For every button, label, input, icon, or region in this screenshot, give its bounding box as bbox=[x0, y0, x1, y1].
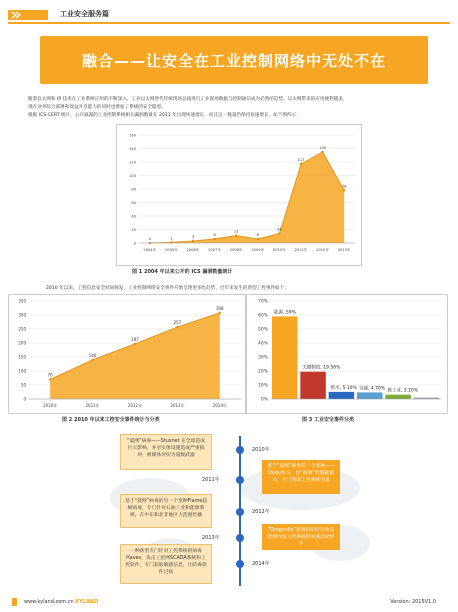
y-tick-label: 0 bbox=[133, 241, 136, 246]
page-footer bbox=[0, 594, 458, 612]
y-tick-label: 40 bbox=[131, 214, 136, 219]
bar-label: 交通, 4.70% bbox=[359, 386, 386, 392]
x-tick-label: 2004年 bbox=[143, 248, 157, 252]
data-label: 197 bbox=[131, 336, 139, 342]
timeline-year: 2014年 bbox=[252, 561, 270, 567]
x-tick-label: 2011年 bbox=[294, 248, 308, 252]
data-point bbox=[278, 232, 280, 234]
timeline-dot bbox=[236, 446, 244, 454]
ics-vulnerability-chart-svg bbox=[117, 125, 361, 265]
timeline-dot bbox=[236, 534, 244, 542]
y-tick-label: 140 bbox=[129, 147, 136, 151]
y-tick-label: 70% bbox=[257, 299, 268, 305]
data-point bbox=[257, 238, 259, 240]
y-tick-label: 100 bbox=[129, 174, 136, 178]
data-label: 0 bbox=[148, 237, 151, 241]
intro-paragraph: 随着以太网和 IP 技术在工业系统应用的不断深入，工业以太网替代传统现场总线进行工业现场数据与控制通信成为必然的趋势。以太网带来的应用便利越多， bbox=[28, 97, 348, 102]
footer-url[interactable] bbox=[24, 599, 98, 605]
timeline-event-2011: 基于“震网”病毒的一个变种——Duqu木马，比“震网”更隐蔽强大，专门窃取工业系统信息 bbox=[262, 460, 340, 494]
section-title: 工业安全服务篇 bbox=[60, 10, 109, 18]
ics-vulnerability-chart bbox=[116, 124, 362, 266]
data-label: 135 bbox=[319, 145, 327, 150]
data-point bbox=[134, 343, 136, 345]
y-tick-label: 350 bbox=[18, 298, 26, 304]
incident-trend-chart bbox=[8, 294, 246, 414]
bar bbox=[385, 395, 411, 399]
data-label: 308 bbox=[215, 305, 224, 311]
data-point bbox=[213, 238, 215, 240]
x-tick-label: 2011年 bbox=[85, 403, 100, 408]
timeline-event-2012: 基于“震网”病毒的另一个变种Flame超级病毒，专门针对石油工业和能源系统，在中东和北非地区大范围传播 bbox=[120, 494, 212, 528]
intro-text bbox=[28, 96, 436, 120]
y-tick-label: 250 bbox=[18, 326, 26, 332]
y-tick-label: 10% bbox=[257, 383, 268, 389]
data-label: 14 bbox=[277, 227, 282, 232]
bar bbox=[272, 316, 298, 399]
footer-url-text: www.kyland.com.cn bbox=[24, 599, 74, 605]
bar bbox=[357, 392, 383, 399]
page-title: 融合——让安全在工业控制网络中无处不在 bbox=[40, 36, 428, 84]
bar-label: 能源, 59% bbox=[274, 310, 296, 316]
timeline-year: 2011年 bbox=[202, 477, 220, 483]
chart2-caption: 图 2 2010 年以来工控安全事件统计与分类 bbox=[62, 417, 160, 423]
y-tick-label: 300 bbox=[18, 312, 26, 318]
brand-logo: KYLAND bbox=[75, 599, 99, 605]
middle-text: 2010 年以来，工控信息安全时间频发，工业控制网络安全事件开始呈现更多化趋势，近年来发生的典型工控事件如下： bbox=[46, 286, 289, 291]
version-label: Version: 2015V1.0 bbox=[390, 599, 436, 605]
timeline-year: 2013年 bbox=[202, 535, 220, 541]
bar-label: 供水, 5.10% bbox=[330, 385, 357, 391]
world-map-background bbox=[0, 428, 458, 590]
data-point bbox=[343, 189, 345, 191]
timeline-dot bbox=[236, 476, 244, 484]
data-label: 117 bbox=[297, 158, 305, 163]
timeline-event-2013: “Dragonfly”黑客组织针对欧美能源行业工控系统的间谍活动事件 bbox=[262, 524, 340, 550]
data-point bbox=[91, 359, 93, 361]
data-label: 257 bbox=[173, 320, 182, 326]
y-tick-label: 160 bbox=[129, 133, 136, 138]
y-tick-label: 40% bbox=[257, 341, 268, 347]
timeline-dot bbox=[236, 560, 244, 568]
timeline-year: 2012年 bbox=[252, 509, 270, 515]
chart3-caption: 图 3 工业安全事件分类 bbox=[302, 417, 354, 423]
timeline-event-2010: “震网”病毒——Stuxnet 在全球造成巨大影响，并对实体设施造成严重损坏，被媒体评价为超级武器 bbox=[120, 434, 212, 470]
data-label: 78 bbox=[341, 184, 347, 189]
y-tick-label: 0% bbox=[260, 397, 268, 403]
bar-label: 关键制造, 19.50% bbox=[302, 365, 341, 371]
x-tick-label: 2006年 bbox=[186, 248, 200, 252]
incident-category-chart bbox=[246, 294, 448, 414]
y-tick-label: 100 bbox=[18, 368, 26, 374]
data-label: 11 bbox=[233, 229, 239, 234]
bar-label: 核工业, 3.10% bbox=[387, 388, 418, 394]
chevron-right-icon bbox=[11, 11, 21, 19]
intro-paragraph: 根据 ICS-CERT 统计，公开披露的工业控制系统相关漏洞数量在 2011 年出现快速增长，而且这一数量仍保持快速增长，如下图所示： bbox=[28, 113, 301, 118]
x-tick-label: 2013年 bbox=[170, 403, 185, 408]
y-tick-label: 50 bbox=[20, 382, 26, 388]
y-tick-label: 60 bbox=[131, 201, 136, 205]
bar bbox=[329, 392, 355, 399]
y-tick-label: 20% bbox=[257, 369, 268, 375]
data-label: 6 bbox=[213, 232, 216, 237]
x-tick-label: 2009年 bbox=[251, 248, 265, 252]
data-label: 140 bbox=[88, 352, 97, 358]
data-label: 6 bbox=[256, 232, 259, 237]
x-tick-label: 2014年 bbox=[212, 403, 227, 408]
y-tick-label: 30% bbox=[257, 355, 268, 361]
x-tick-label: 2010年 bbox=[43, 403, 58, 408]
data-label: 70 bbox=[47, 372, 53, 378]
y-tick-label: 50% bbox=[257, 327, 268, 333]
section-header bbox=[8, 8, 450, 24]
series-area bbox=[47, 313, 220, 399]
timeline-dot bbox=[236, 508, 244, 516]
section-marker bbox=[8, 10, 48, 20]
timeline-year: 2010年 bbox=[252, 447, 270, 453]
data-point bbox=[176, 326, 178, 328]
x-tick-label: 2005年 bbox=[165, 248, 178, 252]
data-label: 3 bbox=[191, 234, 195, 239]
y-tick-label: 0 bbox=[23, 396, 26, 402]
y-tick-label: 120 bbox=[129, 160, 136, 165]
x-tick-label: 2007年 bbox=[208, 248, 221, 252]
x-tick-label: 2013年 bbox=[337, 248, 351, 252]
intro-paragraph: 现在业务综合部署和效益共享能力的同时也增加了系统的安全隐患。 bbox=[28, 105, 166, 110]
data-point bbox=[192, 240, 194, 242]
data-point bbox=[235, 234, 237, 236]
data-point bbox=[300, 163, 302, 165]
x-tick-label: 2008年 bbox=[229, 248, 243, 252]
y-tick-label: 20 bbox=[131, 228, 136, 232]
y-tick-label: 200 bbox=[18, 340, 26, 346]
bar bbox=[300, 372, 325, 399]
y-tick-label: 80 bbox=[131, 187, 136, 192]
y-tick-label: 60% bbox=[257, 313, 268, 319]
x-tick-label: 2012年 bbox=[316, 248, 329, 252]
footer-marker bbox=[12, 598, 17, 606]
chart1-caption: 图 1 2004 年以来公开的 ICS 漏洞数量统计 bbox=[132, 269, 233, 275]
y-tick-label: 150 bbox=[18, 354, 26, 360]
data-label: 1 bbox=[170, 236, 173, 241]
incident-timeline bbox=[0, 428, 458, 590]
data-point bbox=[219, 312, 221, 314]
data-point bbox=[321, 151, 323, 153]
x-tick-label: 2010年 bbox=[273, 248, 286, 252]
data-point bbox=[49, 378, 51, 380]
incident-category-chart-svg bbox=[247, 295, 447, 413]
incident-trend-chart-svg bbox=[9, 295, 245, 413]
timeline-event-2014: 一种新型专门针对工控系统的病毒Havex，攻击工控网SCADA系统和工控软件，专门获取敏感信息，让防毒软件过载 bbox=[120, 544, 212, 584]
x-tick-label: 2012年 bbox=[127, 403, 143, 408]
